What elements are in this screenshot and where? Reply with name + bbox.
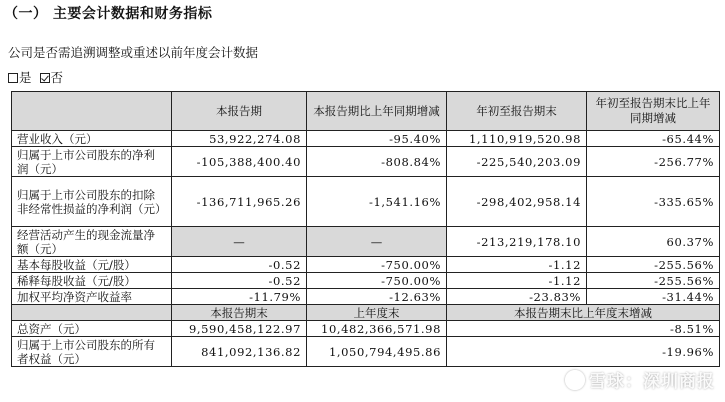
snowball-logo-icon — [565, 370, 585, 390]
watermark — [565, 367, 715, 392]
cell-value: -23.83% — [447, 289, 587, 305]
option-yes-label: 是 — [19, 70, 32, 85]
row-label: 稀释每股收益（元/股） — [12, 273, 172, 289]
cell-value: -255.56% — [587, 273, 720, 289]
cell-value: -1.12 — [447, 257, 587, 273]
cell-value: -298,402,958.14 — [447, 177, 587, 227]
cell-value: -65.44% — [587, 131, 720, 147]
cell-value: -808.84% — [307, 147, 447, 177]
row-label: 归属于上市公司股东的扣除非经常性损益的净利润（元） — [12, 177, 172, 227]
cell-value: 841,092,136.82 — [172, 337, 307, 367]
cell-value: -31.44% — [587, 289, 720, 305]
table-row — [12, 257, 720, 273]
cell-value-shaded: — — [172, 227, 307, 257]
cell-value: -225,540,203.09 — [447, 147, 587, 177]
watermark-text: 雪球：深圳商报 — [589, 372, 715, 392]
cell-value: -11.79% — [172, 289, 307, 305]
checkbox-yes — [8, 73, 18, 83]
table-row — [12, 289, 720, 305]
cell-value: 10,482,366,571.98 — [307, 321, 447, 337]
cell-value: -256.77% — [587, 147, 720, 177]
section-heading: （一） 主要会计数据和财务指标 — [4, 6, 213, 22]
header-cell-current-period-yoy: 本报告期比上年同期增减 — [307, 92, 447, 131]
subheader-cell-prior-year-end: 上年度末 — [307, 305, 447, 321]
cell-value: -255.56% — [587, 257, 720, 273]
cell-value: -105,388,400.40 — [172, 147, 307, 177]
table-header-row — [12, 92, 720, 131]
cell-value: 53,922,274.08 — [172, 131, 307, 147]
cell-value: -1,541.16% — [307, 177, 447, 227]
subheader-cell-blank — [12, 305, 172, 321]
restatement-question: 公司是否需追溯调整或重述以前年度会计数据 — [8, 45, 259, 60]
cell-value: -335.65% — [587, 177, 720, 227]
checkbox-no-checked — [40, 73, 50, 83]
cell-value: -1.12 — [447, 273, 587, 289]
subheader-cell-change: 本报告期末比上年度末增减 — [447, 305, 720, 321]
table-row — [12, 227, 720, 257]
cell-value: -12.63% — [307, 289, 447, 305]
row-label: 经营活动产生的现金流量净额（元） — [12, 227, 172, 257]
cell-value: -750.00% — [307, 273, 447, 289]
header-cell-ytd-yoy: 年初至报告期末比上年同期增减 — [587, 92, 720, 131]
cell-value: -750.00% — [307, 257, 447, 273]
table-row — [12, 337, 720, 367]
option-no-label: 否 — [50, 70, 64, 85]
row-label: 归属于上市公司股东的所有者权益（元） — [12, 337, 172, 367]
cell-value-shaded: — — [307, 227, 447, 257]
subheader-cell-period-end: 本报告期末 — [172, 305, 307, 321]
table-row — [12, 321, 720, 337]
cell-value: 1,050,794,495.86 — [307, 337, 447, 367]
row-label: 加权平均净资产收益率 — [12, 289, 172, 305]
row-label: 基本每股收益（元/股） — [12, 257, 172, 273]
table-row — [12, 177, 720, 227]
table-subheader-row — [12, 305, 720, 321]
cell-value: -95.40% — [307, 131, 447, 147]
row-label: 总资产（元） — [12, 321, 172, 337]
header-cell-ytd: 年初至报告期末 — [447, 92, 587, 131]
cell-value: -0.52 — [172, 257, 307, 273]
table-row — [12, 147, 720, 177]
cell-value: -19.96% — [447, 337, 720, 367]
cell-value: -213,219,178.10 — [447, 227, 587, 257]
header-cell-current-period: 本报告期 — [172, 92, 307, 131]
cell-value: -0.52 — [172, 273, 307, 289]
row-label: 营业收入（元） — [12, 131, 172, 147]
cell-value: 9,590,458,122.97 — [172, 321, 307, 337]
cell-value: 60.37% — [587, 227, 720, 257]
financial-indicators-table — [11, 91, 720, 367]
cell-value: -8.51% — [447, 321, 720, 337]
table-row — [12, 131, 720, 147]
table-row — [12, 273, 720, 289]
cell-value: -136,711,965.26 — [172, 177, 307, 227]
restatement-options — [8, 68, 63, 86]
row-label: 归属于上市公司股东的净利润（元） — [12, 147, 172, 177]
header-cell-blank — [12, 92, 172, 131]
cell-value: 1,110,919,520.98 — [447, 131, 587, 147]
